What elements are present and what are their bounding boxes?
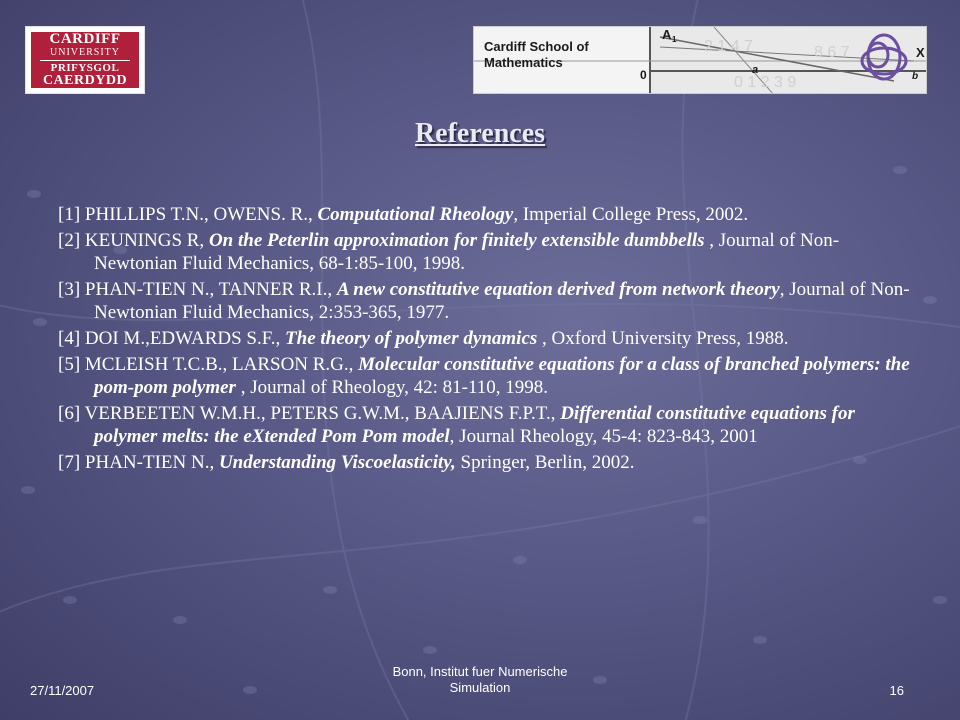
school-name <box>484 39 589 72</box>
reference-title: Understanding Viscoelasticity, <box>218 452 456 473</box>
reference-title: On the Peterlin approximation for finitely extensible dumbbells <box>208 230 705 251</box>
reference-item <box>58 402 920 448</box>
reference-item <box>58 353 920 399</box>
banner-symbol-a-italic: a <box>752 64 759 76</box>
footer-date: 27/11/2007 <box>30 683 95 698</box>
logo-line-cardiff: CARDIFF <box>49 31 121 47</box>
reference-authors: [4] DOI M.,EDWARDS S.F., <box>58 328 286 349</box>
reference-item <box>58 229 920 275</box>
reference-publication: , Journal of Non-Newtonian Fluid Mechanics, 2:353-365, 1977. <box>94 279 910 323</box>
reference-authors: [5] MCLEISH T.C.B., LARSON R.G., <box>58 354 359 375</box>
banner-symbol-subscript: 1 <box>672 35 677 44</box>
reference-title: Computational Rheology <box>317 204 514 225</box>
reference-authors: [3] PHAN-TIEN N., TANNER R.I., <box>58 279 337 300</box>
logo-red-panel <box>29 30 141 90</box>
reference-authors: [1] PHILLIPS T.N., OWENS. R., <box>58 204 318 225</box>
footer-venue-line-1: Bonn, Institut fuer Numerische <box>392 664 568 679</box>
reference-item <box>58 451 920 474</box>
banner-symbol-x: X <box>916 45 925 60</box>
reference-publication: , Journal Rheology, 45-4: 823-843, 2001 <box>449 426 758 447</box>
reference-item <box>58 278 920 324</box>
reference-publication: , Imperial College Press, 2002. <box>513 204 749 225</box>
slide-number: 16 <box>889 683 904 698</box>
banner-symbol-b: b <box>912 71 919 82</box>
svg-text:2 1 4 7: 2 1 4 7 <box>704 38 753 55</box>
school-name-line-2: Mathematics <box>484 55 563 71</box>
reference-title: A new constitutive equation derived from network theory <box>336 279 780 300</box>
logo-line-caerdydd: CAERDYDD <box>42 73 128 88</box>
logo-divider <box>40 60 130 61</box>
logo-line-university: UNIVERSITY <box>50 47 120 58</box>
school-of-mathematics-banner <box>473 26 927 94</box>
banner-symbol-zero: 0 <box>640 68 647 82</box>
reference-authors: [6] VERBEETEN W.M.H., PETERS G.W.M., BAAJIENS F.P.T., <box>58 403 561 424</box>
slide-title: References <box>414 118 546 149</box>
svg-text:0 1 2 3 9: 0 1 2 3 9 <box>734 74 797 91</box>
reference-item <box>58 327 920 350</box>
banner-symbol-a: A <box>662 27 672 42</box>
reference-item <box>58 203 920 226</box>
reference-authors: [7] PHAN-TIEN N., <box>58 452 219 473</box>
school-name-line-1: Cardiff School of <box>484 39 589 54</box>
footer-venue <box>330 664 630 696</box>
logo-line-prifysgol: PRIFYSGOL <box>50 62 120 74</box>
reference-title: The theory of polymer dynamics <box>285 328 538 349</box>
references-list <box>58 203 920 477</box>
reference-publication: , Journal of Non-Newtonian Fluid Mechanics, 68-1:85-100, 1998. <box>94 230 840 274</box>
reference-publication: , Oxford University Press, 1988. <box>537 328 789 349</box>
reference-title: Differential constitutive equations for polymer melts: the eXtended Pom Pom model <box>94 403 855 447</box>
reference-title: Molecular constitutive equations for a class of branched polymers: the pom-pom polymer <box>94 354 910 398</box>
reference-publication: Springer, Berlin, 2002. <box>455 452 635 473</box>
reference-authors: [2] KEUNINGS R, <box>58 230 209 251</box>
footer-venue-line-2: Simulation <box>449 680 511 695</box>
svg-text:8 6 7: 8 6 7 <box>814 44 850 61</box>
cardiff-university-logo <box>25 26 145 94</box>
reference-publication: , Journal of Rheology, 42: 81-110, 1998. <box>235 377 549 398</box>
